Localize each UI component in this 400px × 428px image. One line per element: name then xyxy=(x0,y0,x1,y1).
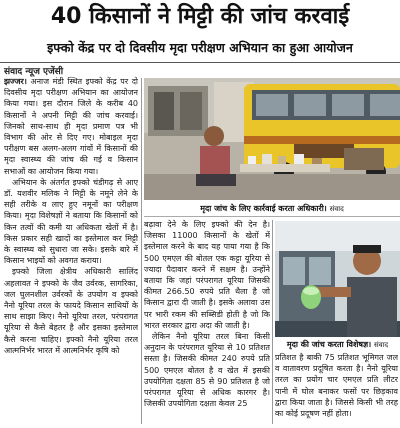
divider xyxy=(0,62,400,63)
article-column-3 xyxy=(275,352,398,426)
photo-1-caption xyxy=(144,203,400,214)
column-divider xyxy=(272,220,273,424)
article-column-2 xyxy=(144,219,270,427)
caption-text: मृदा जांच के लिए कार्रवाई करता अधिकारी। xyxy=(200,204,327,213)
photo-image xyxy=(275,221,400,337)
subheadline: इफ्को केंद्र पर दो दिवसीय मृदा परीक्षण अभियान का हुआ आयोजन xyxy=(47,40,353,55)
paragraph: बढ़ावा देने के लिए इफ्को की देन है। जिसका 11000 किसानों के खेतों में इस्तेमाल करने के बाद यह पाया गया है कि 500 एमएल की बोतल एक कट्टा यूरिया से ज्यादा पैदावार करने में सक्षम है। उन्होंने बताया कि जहां परंपरागत यूरिया जिसकी कीमत 266.50 रुपये प्रति थैला है जो किसान द्वारा दी जाती है। इसके अलावा उस पर भारी रकम की सब्सिडी होती है जो कि भारत सरकार द्वारा अदा की जाती है। xyxy=(144,220,270,330)
headline: 40 किसानों ने मिट्टी की जांच करवाई xyxy=(50,4,350,29)
lead-text: अनाज मंडी स्थित इफ्को केंद्र पर दो दिवसीय मृदा परीक्षण अभियान का आयोजन किया गया। इस दौरान जिले के करीब 40 किसानों ने अपनी मिट्टी की जांच करवाई। जिनको साथ-साथ ही मृदा प्रमाण पत्र भी विभाग की ओर से दिए गए। मोबाइल मृदा परीक्षण बस अलग-अलग गांवों में किसानों की मृदा स्वास्थ्य की जांच की गई व किसान सभाओं का आयोजन किया गया। xyxy=(4,77,138,176)
paragraph: लेकिन नैनो यूरिया तरल बिना किसी अनुदान के परंपरागत यूरिया से 10 प्रतिशत सस्ता है। जिसकी कीमत 240 रुपये प्रति 500 एमएल बोतल है व खेत में इसकी उपयोगिता दक्षता 85 से 90 प्रतिशत है जो परंपरागत यूरिया से अधिक कारगर है। जिसकी उपयोगिता दक्षता केवल 25 xyxy=(144,332,270,409)
photo-credit: संवाद xyxy=(329,205,344,213)
column-divider xyxy=(141,78,142,424)
byline: संवाद न्यूज एजेंसी xyxy=(4,67,64,77)
paragraph: इफ्को जिला क्षेत्रीय अधिकारी सालिंद अहलावत ने इफ्को के जैव उर्वरक, सागरिका, जल घुलनशील उर्वरकों के उपयोग व इफ्को नैनो यूरिया तरल के फायदे किसान साथियों के साथ साझा किए। नैनो यूरिया तरल, परंपरागत यूरिया से कैसे बेहतर है और इसका इस्तेमाल कैसे करना चाहिए। इफ्को नैनो यूरिया तरल आत्मनिर्भर भारत में आत्मनिर्भर कृषि को xyxy=(4,267,138,355)
divider xyxy=(144,216,400,217)
article-column-1 xyxy=(4,76,138,426)
caption-text: मृदा की जांच करता विशेषज्ञ। xyxy=(286,340,372,349)
paragraph: प्रतिशत है बाकी 75 प्रतिशत भूमिगत जल व वातावरण प्रदूषित करता है। नैनो यूरिया तरल का प्रयोग चार एमएल प्रति लीटर पानी में घोल बनाकर फसों पर छिड़काव द्वारा किया जाता है। जिससे किसी भी तरह का कोई प्रदूषण नहीं होता। xyxy=(275,353,398,419)
photo-soil-expert xyxy=(275,221,400,337)
photo-soil-testing-officer xyxy=(144,78,400,200)
photo-credit: संवाद xyxy=(373,341,389,349)
lead-paragraph xyxy=(4,76,138,177)
photo-2-caption xyxy=(275,339,400,350)
photo-image xyxy=(144,78,400,200)
dateline: झज्जर। xyxy=(4,77,27,86)
paragraph: अभियान के अंतर्गत इफ्को चंडीगढ़ से आए डॉ. यशवीर मलिक ने मिट्टी के नमूने लेने के सही तरीके व लाए हुए नमूनों का परीक्षण किया। मृदा विशेषज्ञों ने बताया कि किसानों को किन तत्वों की कमी या अधिकता खेतों में है। किस प्रकार सही खादों का इस्तेमाल कर मिट्टी के स्वास्थ्य को सुधारा जा सके। इसके बारे में किसान भाइयों को अवगत कराया। xyxy=(4,177,138,266)
